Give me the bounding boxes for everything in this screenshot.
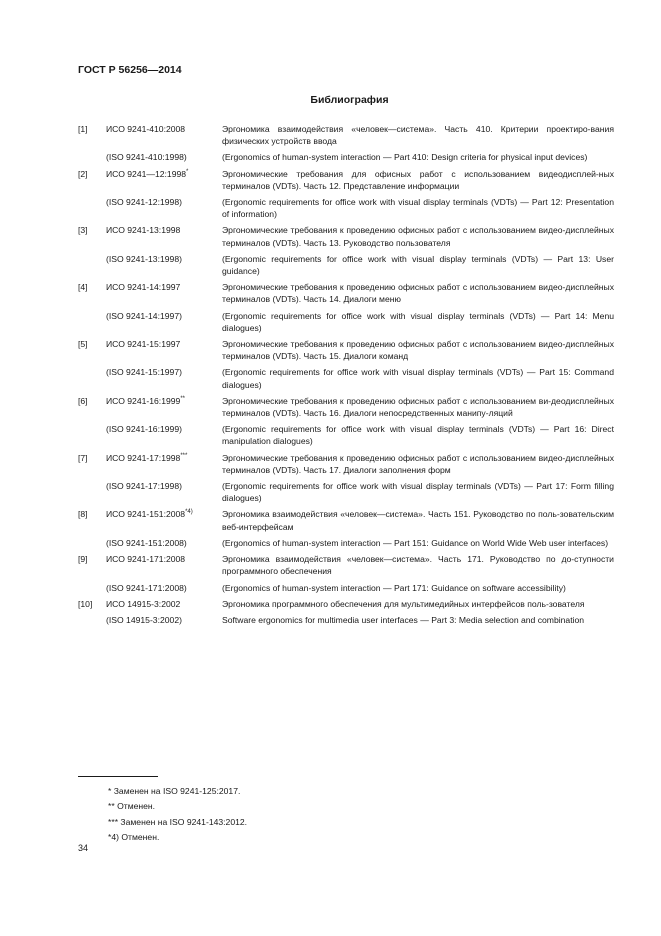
entry-standard-code: ИСО 9241-17:1998 [106, 452, 181, 463]
entry-standard-code: (ISO 9241-171:2008) [106, 582, 187, 593]
entry-number: [10] [78, 598, 93, 609]
entry-description: Эргономические требования к проведению офисных работ с использованием ви-деодисплейных терминалов (VDTs). Часть 16. Диалоги непосредственных манипу-ляций [222, 395, 614, 419]
entry-description: Эргономические требования к проведению офисных работ с использованием видео-дисплейных терминалов (VDTs). Часть 17. Диалоги заполнения форм [222, 452, 614, 475]
entry-standard-code: (ISO 9241-151:2008) [106, 537, 187, 548]
bibliography-entry [78, 196, 614, 220]
bibliography-entry [78, 310, 614, 334]
bibliography-entry [78, 452, 614, 476]
footnote-separator [78, 776, 158, 777]
entry-number: [3] [78, 225, 88, 236]
entry-standard [106, 553, 222, 565]
entry-number: [6] [78, 395, 88, 406]
entry-standard [106, 537, 222, 549]
entry-number: [5] [78, 339, 88, 350]
bibliography-entry [78, 395, 614, 419]
bibliography-entry [78, 614, 614, 626]
entry-standard-code: ИСО 9241-15:1997 [106, 339, 181, 350]
bibliography-entry [78, 151, 614, 163]
entry-description: Software ergonomics for multimedia user interfaces — Part 3: Media selection and combination [222, 614, 585, 625]
entry-standard [106, 452, 222, 464]
bibliography-entry [78, 598, 614, 610]
entry-standard-code: ИСО 9241-14:1997 [106, 282, 181, 293]
bibliography-entry [78, 366, 614, 390]
entry-description: (Ergonomic requirements for office work with visual display terminals (VDTs) — Part 13: User guidance) [222, 253, 614, 277]
footnote-mark: * [186, 168, 189, 175]
entry-standard-code: ИСО 9241-151:2008 [106, 509, 186, 520]
footnote: *4) Отменен. [108, 831, 160, 842]
entry-standard [106, 395, 222, 407]
entry-description: (Ergonomic requirements for office work with visual display terminals (VDTs) — Part 15: Command dialogues) [222, 367, 614, 390]
entry-standard-code: (ISO 9241-13:1998) [106, 253, 182, 264]
entry-number: [8] [78, 509, 88, 520]
entry-standard-code: (ISO 9241-14:1997) [106, 310, 182, 321]
footnote: *** Заменен на ISO 9241-143:2012. [108, 816, 248, 827]
bibliography-entry [78, 338, 614, 362]
entry-standard-code: ИСО 14915-3:2002 [106, 598, 181, 609]
entry-standard-code: ИСО 9241-16:1999 [106, 395, 181, 406]
entry-description: Эргономика взаимодействия «человек—система». Часть 171. Руководство по до-ступности программного обеспечения [222, 554, 614, 577]
entry-standard-code: ИСО 9241-171:2008 [106, 554, 186, 565]
entry-description: Эргономические требования к проведению офисных работ с использованием видео-дисплейных терминалов (VDTs). Часть 15. Диалоги команд [222, 339, 614, 362]
footnote-mark: ** [180, 395, 185, 402]
footnotes [108, 784, 247, 845]
entry-standard-code: (ISO 9241-410:1998) [106, 152, 187, 163]
entry-number: [2] [78, 168, 88, 179]
bibliography-entry [78, 423, 614, 447]
entry-standard [106, 310, 222, 322]
entry-standard [106, 123, 222, 135]
entry-standard [106, 151, 222, 163]
entry-number: [1] [78, 124, 88, 134]
entry-standard [106, 582, 222, 594]
footnote: * Заменен на ISO 9241-125:2017. [108, 786, 241, 796]
entry-standard-code: ИСО 9241-410:2008 [106, 124, 186, 134]
entry-standard-code: (ISO 14915-3:2002) [106, 614, 182, 625]
entry-description: Эргономические требования к проведению офисных работ с использованием видео-дисплейных терминалов (VDTs). Часть 14. Диалоги меню [222, 282, 614, 305]
entry-description: (Ergonomics of human-system interaction — Part 410: Design criteria for physical input devices) [222, 152, 588, 163]
section-title: Библиография [310, 94, 389, 106]
entry-standard [106, 253, 222, 265]
entry-standard-code: (ISO 9241-17:1998) [106, 481, 182, 492]
bibliography-entry [78, 281, 614, 305]
entry-standard [106, 598, 222, 610]
bibliography-entry [78, 553, 614, 577]
entry-standard-code: (ISO 9241-15:1997) [106, 367, 182, 378]
entry-description: Эргономика взаимодействия «человек—система». Часть 410. Критерии проектиро-вания физических устройств ввода [222, 124, 614, 147]
document-header: ГОСТ Р 56256—2014 [78, 64, 182, 76]
entry-standard [106, 281, 222, 293]
entry-description: Эргономика программного обеспечения для мультимедийных интерфейсов поль-зователя [222, 598, 585, 609]
entry-description: Эргономические требования для офисных работ с использованием видеодисплей-ных терминалов (VDTs). Часть 12. Представление информации [222, 168, 614, 191]
footnote: ** Отменен. [108, 801, 156, 812]
entry-standard [106, 366, 222, 378]
entry-number: [9] [78, 554, 88, 565]
entry-standard [106, 224, 222, 236]
entry-standard [106, 614, 222, 626]
bibliography-entry [78, 480, 614, 504]
footnote-mark: *** [180, 452, 188, 459]
bibliography-entry [78, 508, 614, 532]
entry-standard [106, 168, 222, 180]
entry-standard [106, 508, 222, 520]
bibliography-list [78, 123, 614, 630]
entry-description: Эргономика взаимодействия «человек—система». Часть 151. Руководство по поль-зовательским веб-интерфейсам [222, 509, 614, 532]
entry-standard-code: (ISO 9241-16:1999) [106, 424, 182, 435]
bibliography-entry [78, 537, 614, 549]
entry-description: Эргономические требования к проведению офисных работ с использованием видео-дисплейных терминалов (VDTs). Часть 13. Руководство пользователя [222, 225, 614, 248]
entry-standard-code: ИСО 9241-13:1998 [106, 225, 181, 236]
bibliography-entry [78, 123, 614, 147]
bibliography-entry [78, 168, 614, 192]
entry-description: (Ergonomic requirements for office work with visual display terminals (VDTs) — Part 12: Presentation of information) [222, 197, 614, 220]
entry-description: (Ergonomics of human-system interaction — Part 171: Guidance on software accessibility) [222, 582, 566, 593]
entry-description: (Ergonomics of human-system interaction — Part 151: Guidance on World Wide Web user interfaces) [222, 537, 609, 548]
bibliography-entry [78, 224, 614, 248]
entry-number: [7] [78, 452, 88, 463]
entry-number: [4] [78, 282, 88, 293]
entry-description: (Ergonomic requirements for office work with visual display terminals (VDTs) — Part 16: Direct manipulation dialogues) [222, 424, 614, 447]
entry-standard-code: ИСО 9241—12:1998 [106, 168, 187, 179]
entry-standard [106, 338, 222, 350]
entry-standard [106, 480, 222, 492]
entry-standard-code: (ISO 9241-12:1998) [106, 197, 182, 208]
bibliography-entry [78, 253, 614, 277]
entry-description: (Ergonomic requirements for office work with visual display terminals (VDTs) — Part 14: Menu dialogues) [222, 310, 614, 333]
footnote-mark: *4) [185, 509, 193, 516]
entry-standard [106, 423, 222, 435]
bibliography-entry [78, 582, 614, 594]
entry-description: (Ergonomic requirements for office work with visual display terminals (VDTs) — Part 17: Form filling dialogues) [222, 481, 614, 504]
entry-standard [106, 196, 222, 208]
page-number: 34 [78, 843, 89, 853]
